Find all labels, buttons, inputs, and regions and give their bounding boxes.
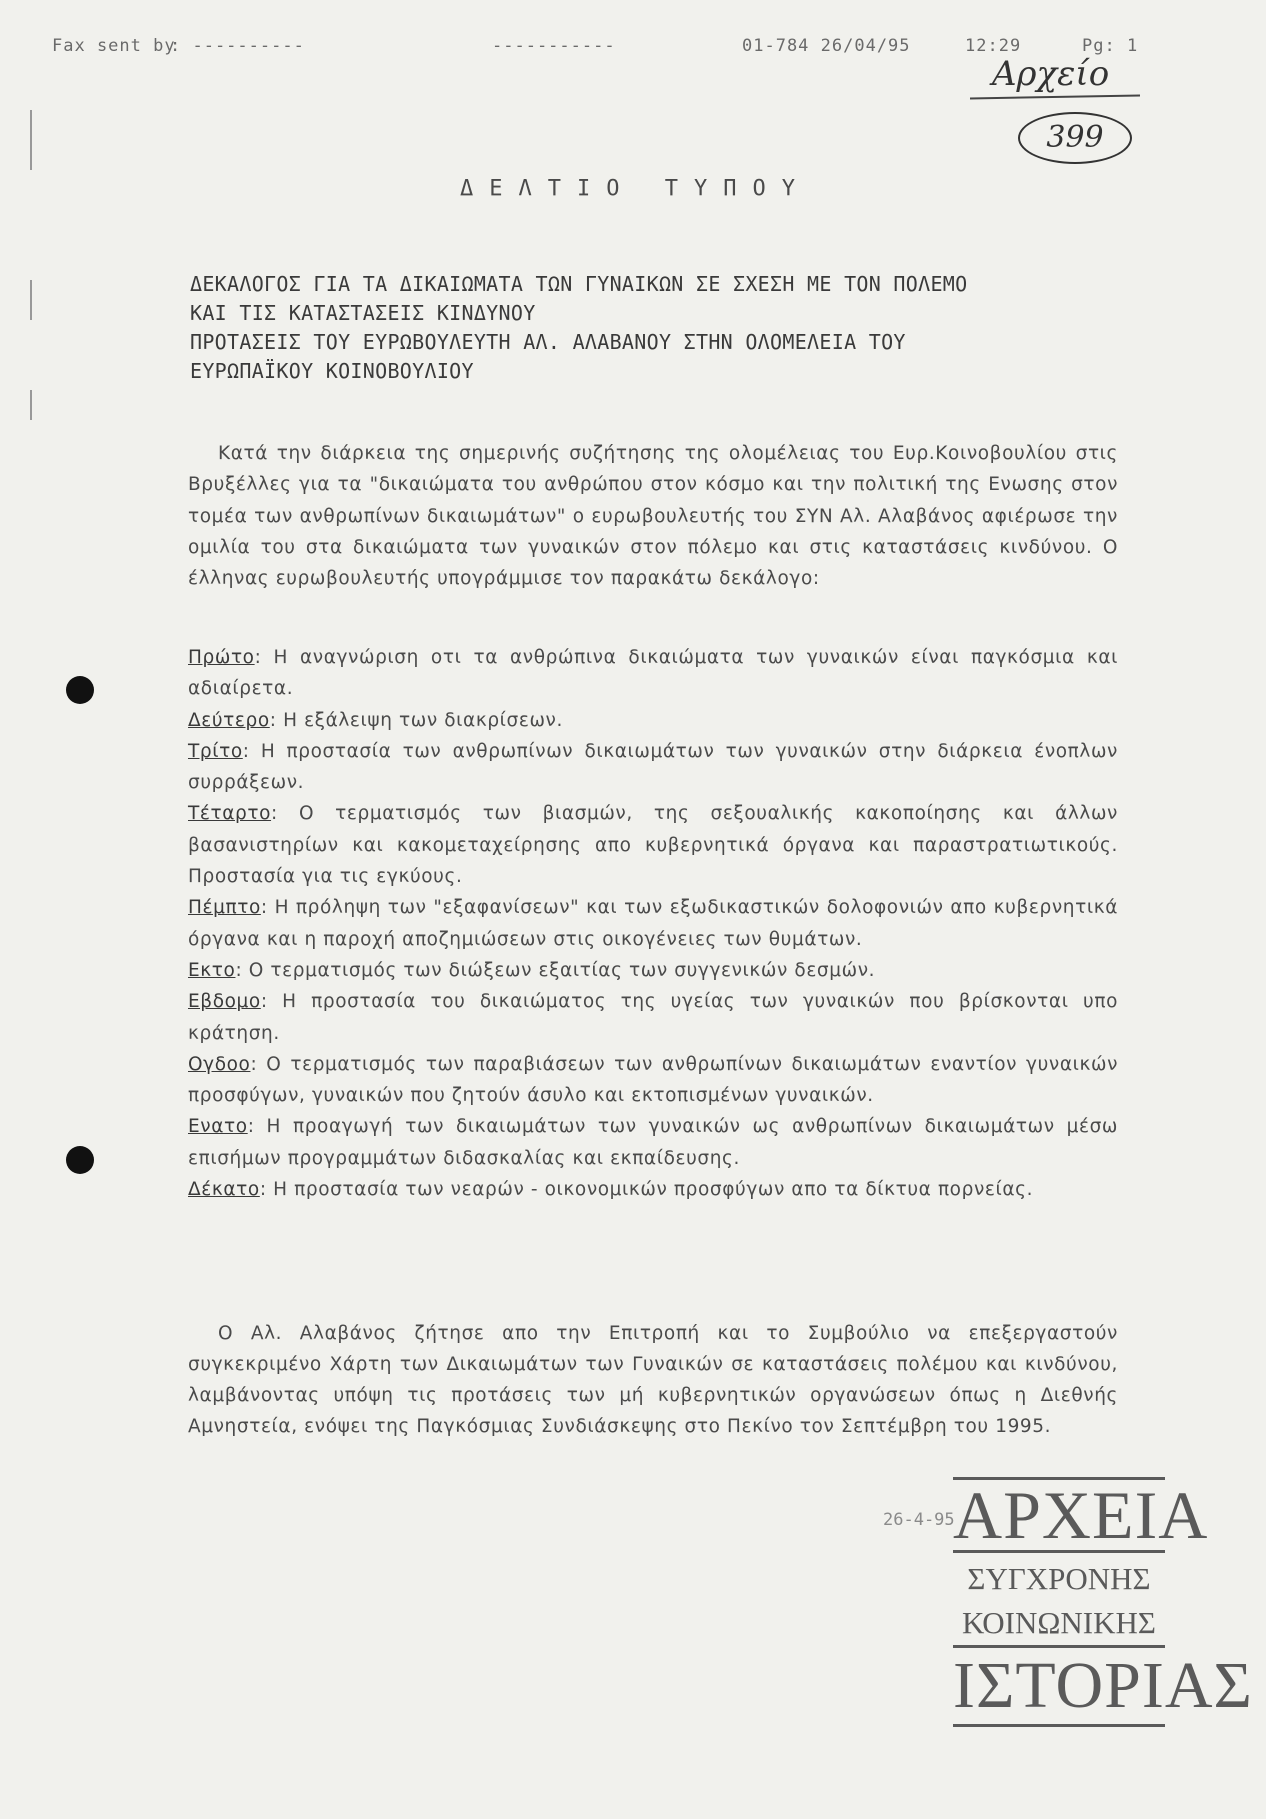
decalogue-item [188,1049,1118,1112]
item-label: Ογδοο [188,1053,251,1075]
fax-dashes: ----------- [492,36,616,56]
margin-mark [30,390,32,420]
item-label: Πρώτο [188,647,255,668]
stamp-line: ΚΟΙΝΩΝΙΚΗΣ [962,1605,1156,1640]
decalogue-item [188,705,1118,736]
decalogue-item [188,736,1118,799]
item-text: : Η αναγνώριση οτι τα ανθρώπινα δικαιώματα των γυναικών είναι παγκόσμια και αδιαίρετα. [188,647,1118,700]
stamp-line: ΙΣΤΟΡΙΑΣ [953,1645,1165,1727]
intro-paragraph: Κατά την διάρκεια της σημερινής συζήτησης της ολομέλειας του Ευρ.Κοινοβουλίου στις Βρυξέλλες για τα "δικαιώματα του ανθρώπου στον κόσμο και την πολιτική της Ενωσης στον τομέα των ανθρωπίνων δικαιωμάτων" ο ευρωβουλευτής του ΣΥΝ Αλ. Αλαβάνος αφιέρωσε την ομιλία του στα δικαιώματα των γυναικών στον πόλεμο και στις καταστάσεις κινδύνου. Ο έλληνας ευρωβουλευτής υπογράμμισε τον παρακάτω δεκάλογο: [188,443,1118,590]
item-text: : Η πρόληψη των "εξαφανίσεων" και των εξωδικαστικών δολοφονιών απο κυβερνητικά όργανα και η παροχή αποζημιώσεων στις οικογένειες των θυμάτων. [188,897,1118,950]
decalogue-item [188,1174,1118,1205]
stamp-line: ΣΥΓΧΡΟΝΗΣ [967,1561,1151,1596]
stamp-line: ΑΡΧΕΙΑ [953,1477,1209,1553]
fax-time: 12:29 [965,36,1022,56]
item-text: : Η προστασία των ανθρωπίνων δικαιωμάτων των γυναικών στην διάρκεια ένοπλων συρράξεων. [188,740,1118,794]
margin-mark [30,110,32,170]
headline-line: ΕΥΡΩΠΑΪΚΟΥ ΚΟΙΝΟΒΟΥΛΙΟΥ [190,359,474,383]
handwritten-underline [970,95,1140,100]
archive-stamp [953,1477,1253,1729]
date-mark: 26-4-95 [883,1510,955,1530]
item-text: : Η εξάλειψη των διακρίσεων. [269,709,563,731]
press-release-title: ΔΕΛΤΙΟ ΤΥΠΟΥ [460,176,811,201]
fax-sep: : ---------- [170,36,305,56]
handwritten-archive-note: Αρχείο [992,54,1110,94]
item-text: : Ο τερματισμός των παραβιάσεων των ανθρωπίνων δικαιωμάτων εναντίον γυναικών προσφύγων, γυναικών που ζητούν άσυλο και εκτοπισμένων γυναικών. [188,1053,1118,1107]
item-label: Τέταρτο [188,803,272,825]
fax-sent-by: Fax sent by [52,36,176,56]
item-text: : Η προστασία του δικαιώματος της υγείας των γυναικών που βρίσκονται υπο κράτηση. [188,991,1118,1044]
decalogue-item [188,955,1118,986]
item-text: : Η προστασία των νεαρών - οικονομικών προσφύγων απο τα δίκτυα πορνείας. [259,1179,1034,1201]
headline-line: ΚΑΙ ΤΙΣ ΚΑΤΑΣΤΑΣΕΙΣ ΚΙΝΔΥΝΟΥ [190,301,536,325]
item-label: Πέμπτο [188,897,261,919]
decalogue-item [188,986,1118,1049]
decalogue-item [188,1111,1118,1174]
fax-numbers: 01-784 26/04/95 [742,36,911,56]
item-label: Ενατο [188,1116,248,1138]
item-label: Δεύτερο [188,709,270,731]
punch-hole [66,676,94,704]
headline-line: ΔΕΚΑΛΟΓΟΣ ΓΙΑ ΤΑ ΔΙΚΑΙΩΜΑΤΑ ΤΩΝ ΓΥΝΑΙΚΩΝ ΣΕ ΣΧΕΣΗ ΜΕ ΤΟΝ ΠΟΛΕΜΟ [190,272,968,296]
headline [190,270,1110,386]
item-label: Τρίτο [188,740,243,762]
decalogue-list [188,642,1118,1205]
decalogue-item [188,642,1118,705]
punch-hole [66,1146,94,1174]
decalogue-item [188,892,1118,955]
item-label: Εβδομο [188,991,261,1013]
margin-mark [30,280,32,320]
headline-line: ΠΡΟΤΑΣΕΙΣ ΤΟΥ ΕΥΡΩΒΟΥΛΕΥΤΗ ΑΛ. ΑΛΑΒΑΝΟΥ ΣΤΗΝ ΟΛΟΜΕΛΕΙΑ ΤΟΥ [190,330,906,354]
item-text: : Ο τερματισμός των διώξεων εξαιτίας των συγγενικών δεσμών. [235,959,876,981]
item-label: Εκτο [188,959,236,981]
item-text: : Ο τερματισμός των βιασμών, της σεξουαλικής κακοποίησης και άλλων βασανιστηρίων και κακομεταχείρησης απο κυβερνητικά όργανα και παραστρατιωτικούς. Προστασία για τις εγκύους. [188,803,1118,888]
item-text: : Η προαγωγή των δικαιωμάτων των γυναικών ως ανθρωπίνων δικαιωμάτων μέσω επισήμων προγραμμάτων διδασκαλίας και εκπαίδευσης. [188,1116,1118,1169]
decalogue-item [188,798,1118,892]
handwritten-archive-number: 399 [1018,112,1132,164]
fax-page: Pg: 1 [1082,36,1139,56]
closing-paragraph: Ο Αλ. Αλαβάνος ζήτησε απο την Επιτροπή και το Συμβούλιο να επεξεργαστούν συγκεκριμένο Χάρτη των Δικαιωμάτων των Γυναικών σε καταστάσεις πολέμου και κινδύνου, λαμβάνοντας υπόψη τις προτάσεις των μή κυβερνητικών οργανώσεων όπως η Διεθνής Αμνηστεία, ενόψει της Παγκόσμιας Συνδιάσκεψης στο Πεκίνο τον Σεπτέμβρη του 1995. [188,1323,1118,1437]
item-label: Δέκατο [188,1179,260,1201]
